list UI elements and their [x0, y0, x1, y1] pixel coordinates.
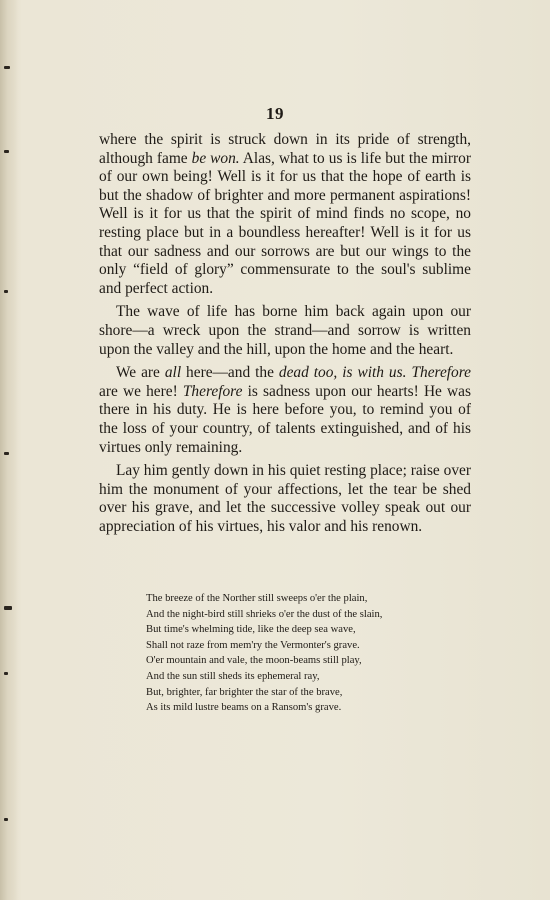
- verse-line: Shall not raze from mem'ry the Vermonter's grave.: [146, 639, 360, 651]
- binding-mark: [4, 290, 8, 293]
- verse-line: But, brighter, far brighter the star of the brave,: [146, 686, 343, 698]
- page-number: 19: [266, 104, 284, 123]
- binding-mark: [4, 150, 9, 153]
- paragraph-2: The wave of life has borne him back again upon our shore—a wreck upon the strand—and sorrow is written upon the valley and the hill, upon the home and the heart.: [99, 303, 471, 358]
- italic-run: all: [164, 364, 182, 382]
- paragraph-3: [99, 364, 471, 457]
- text-run: is sadness upon our hearts! He was there in his duty. He is here before you, to remind you of the loss of your country, of talents extinguished, and of his virtues only remaining.: [99, 382, 471, 456]
- paragraph-4: Lay him gently down in his quiet resting place; raise over him the monument of your affections, let the tear be shed over his grave, and let the successive volley speak out our appreciation of his virtues, his valor and his renown.: [99, 462, 471, 535]
- body-text: [99, 131, 471, 541]
- italic-run: dead too, is with us.: [278, 364, 407, 382]
- verse-line: As its mild lustre beams on a Ransom's grave.: [146, 702, 342, 714]
- verse-line: O'er mountain and vale, the moon-beams still play,: [146, 655, 362, 667]
- paragraph-1: [99, 131, 471, 298]
- binding-edge: [0, 0, 18, 900]
- text-run: are we here!: [99, 382, 183, 400]
- text-run: here—and the: [181, 364, 279, 382]
- binding-mark: [4, 452, 9, 455]
- text-run: We are: [116, 364, 165, 382]
- italic-run: be won.: [191, 149, 240, 167]
- verse-line: And the night-bird still shrieks o'er the dust of the slain,: [146, 608, 383, 620]
- binding-mark: [4, 672, 8, 675]
- italic-run: Therefore: [411, 364, 471, 382]
- verse-line: The breeze of the Norther still sweeps o'er the plain,: [146, 593, 368, 604]
- verse-line: But time's whelming tide, like the deep sea wave,: [146, 624, 356, 636]
- text-run: where the spirit is struck down in its pride of strength, although fame: [99, 131, 471, 167]
- binding-mark: [4, 66, 10, 69]
- binding-mark: [4, 606, 12, 610]
- verse-block: [146, 591, 446, 716]
- italic-run: Therefore: [182, 382, 243, 400]
- verse-line: And the sun still sheds its ephemeral ray,: [146, 670, 320, 682]
- binding-mark: [4, 818, 8, 821]
- text-run: Alas, what to us is life but the mirror of our own being! Well is it for us that the hope of earth is but the shadow of brighter and more permanent aspirations! Well is it for us that the spirit of mind finds no scope, no resting place but in a boundless hereafter! Well is it for us that our sadness and our sorrows are but our wings to the only “field of glory” commensurate to the soul's sublime and perfect action.: [99, 149, 471, 297]
